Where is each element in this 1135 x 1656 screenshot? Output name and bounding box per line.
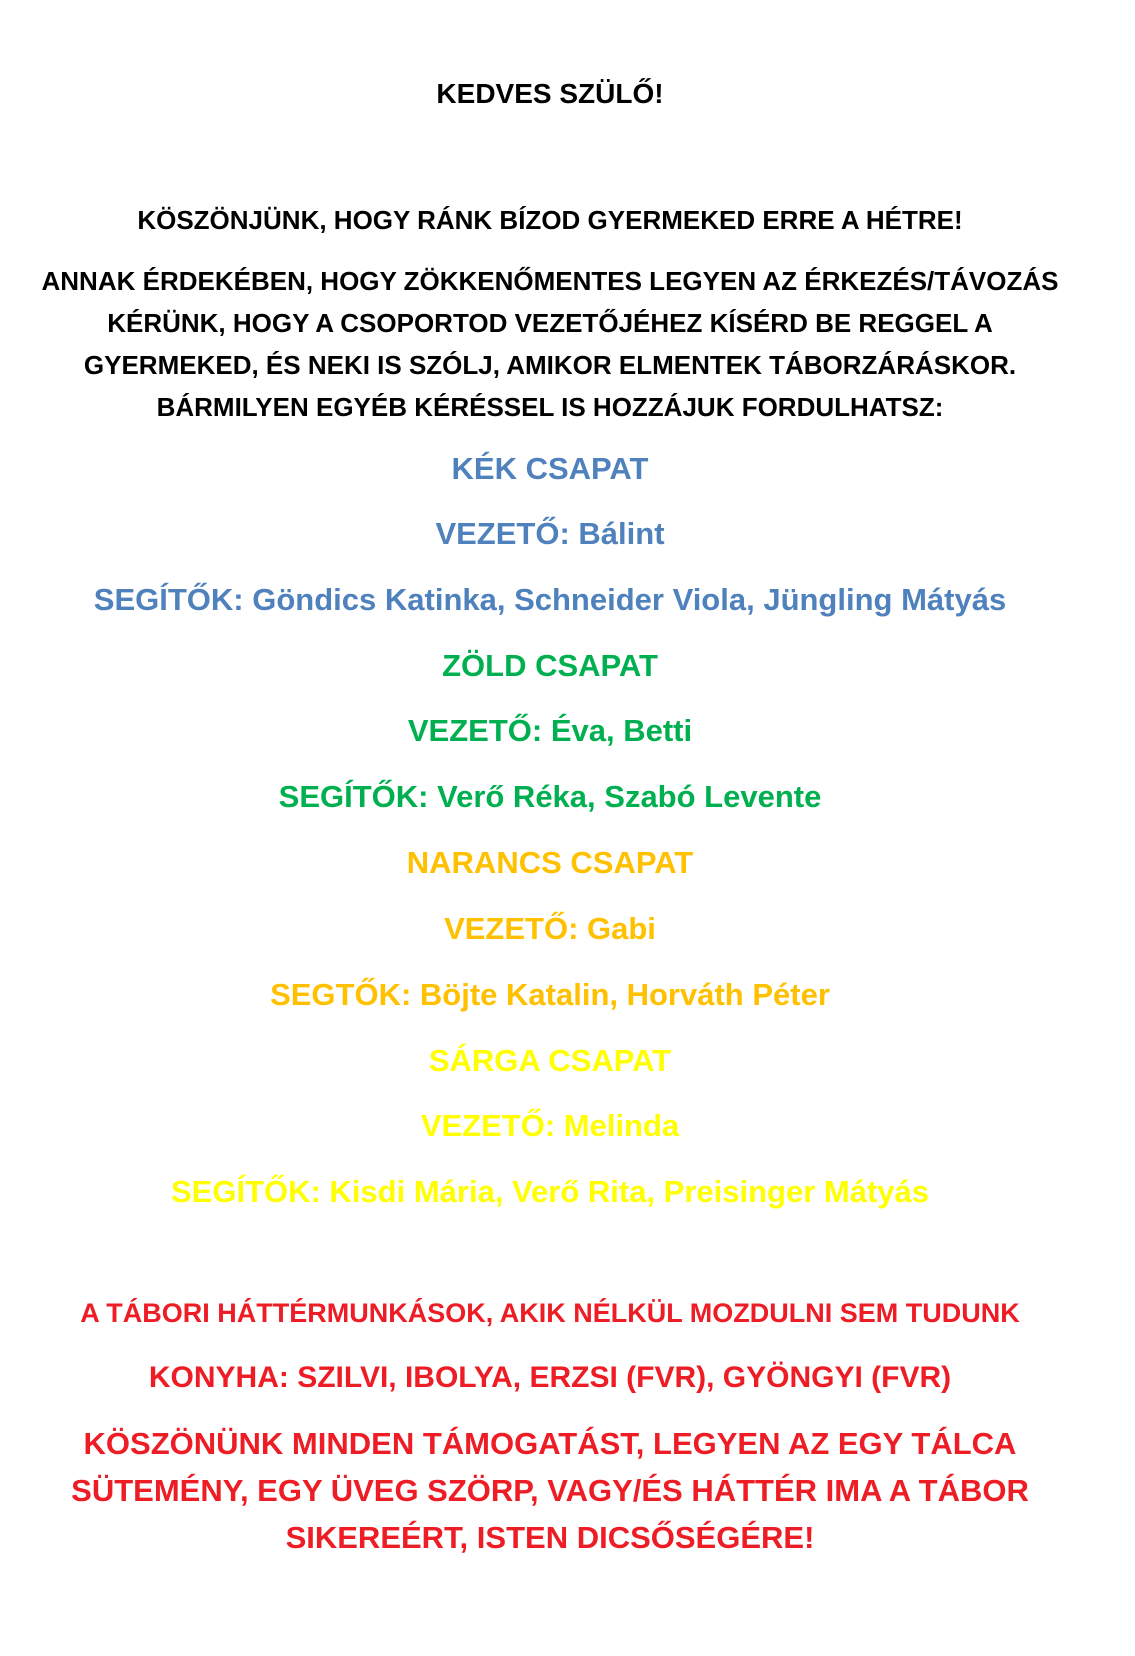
team-kek-helpers: SEGÍTŐK: Göndics Katinka, Schneider Viola, Jüngling Mátyás [93, 582, 1007, 617]
team-sarga-name: SÁRGA CSAPAT [428, 1043, 672, 1078]
team-narancs-name: NARANCS CSAPAT [406, 845, 694, 880]
intro-line-2: KÉRÜNK, HOGY A CSOPORTOD VEZETŐJÉHEZ KÍSÉRD BE REGGEL A [107, 308, 993, 338]
team-zold-helpers: SEGÍTŐK: Verő Réka, Szabó Levente [278, 779, 822, 814]
team-kek-name: KÉK CSAPAT [451, 451, 649, 486]
intro-line-3: GYERMEKED, ÉS NEKI IS SZÓLJ, AMIKOR ELMENTEK TÁBORZÁRÁSKOR. [83, 350, 1017, 380]
background-workers-heading: A TÁBORI HÁTTÉRMUNKÁSOK, AKIK NÉLKÜL MOZDULNI SEM TUDUNK [80, 1298, 1020, 1328]
intro-thanks: KÖSZÖNJÜNK, HOGY RÁNK BÍZOD GYERMEKED ERRE A HÉTRE! [137, 205, 963, 235]
team-zold-leader: VEZETŐ: Éva, Betti [407, 713, 693, 748]
team-sarga-helpers: SEGÍTŐK: Kisdi Mária, Verő Rita, Preisinger Mátyás [170, 1174, 930, 1209]
thanks-line-3: SIKEREÉRT, ISTEN DICSŐSÉGÉRE! [285, 1520, 815, 1555]
team-narancs-helpers: SEGTŐK: Böjte Katalin, Horváth Péter [270, 977, 830, 1012]
intro-line-4: BÁRMILYEN EGYÉB KÉRÉSSEL IS HOZZÁJUK FORDULHATSZ: [156, 392, 944, 422]
team-zold-name: ZÖLD CSAPAT [442, 648, 658, 683]
kitchen-staff: KONYHA: SZILVI, IBOLYA, ERZSI (FVR), GYÖNGYI (FVR) [148, 1361, 952, 1394]
intro-line-1: ANNAK ÉRDEKÉBEN, HOGY ZÖKKENŐMENTES LEGYEN AZ ÉRKEZÉS/TÁVOZÁS [41, 266, 1059, 296]
team-narancs-leader: VEZETŐ: Gabi [444, 911, 656, 946]
team-sarga-leader: VEZETŐ: Melinda [420, 1108, 680, 1143]
team-kek-leader: VEZETŐ: Bálint [435, 516, 665, 551]
thanks-line-1: KÖSZÖNÜNK MINDEN TÁMOGATÁST, LEGYEN AZ EGY TÁLCA [83, 1426, 1017, 1461]
thanks-line-2: SÜTEMÉNY, EGY ÜVEG SZÖRP, VAGY/ÉS HÁTTÉR IMA A TÁBOR [71, 1473, 1029, 1508]
page-title: KEDVES SZÜLŐ! [436, 78, 664, 109]
